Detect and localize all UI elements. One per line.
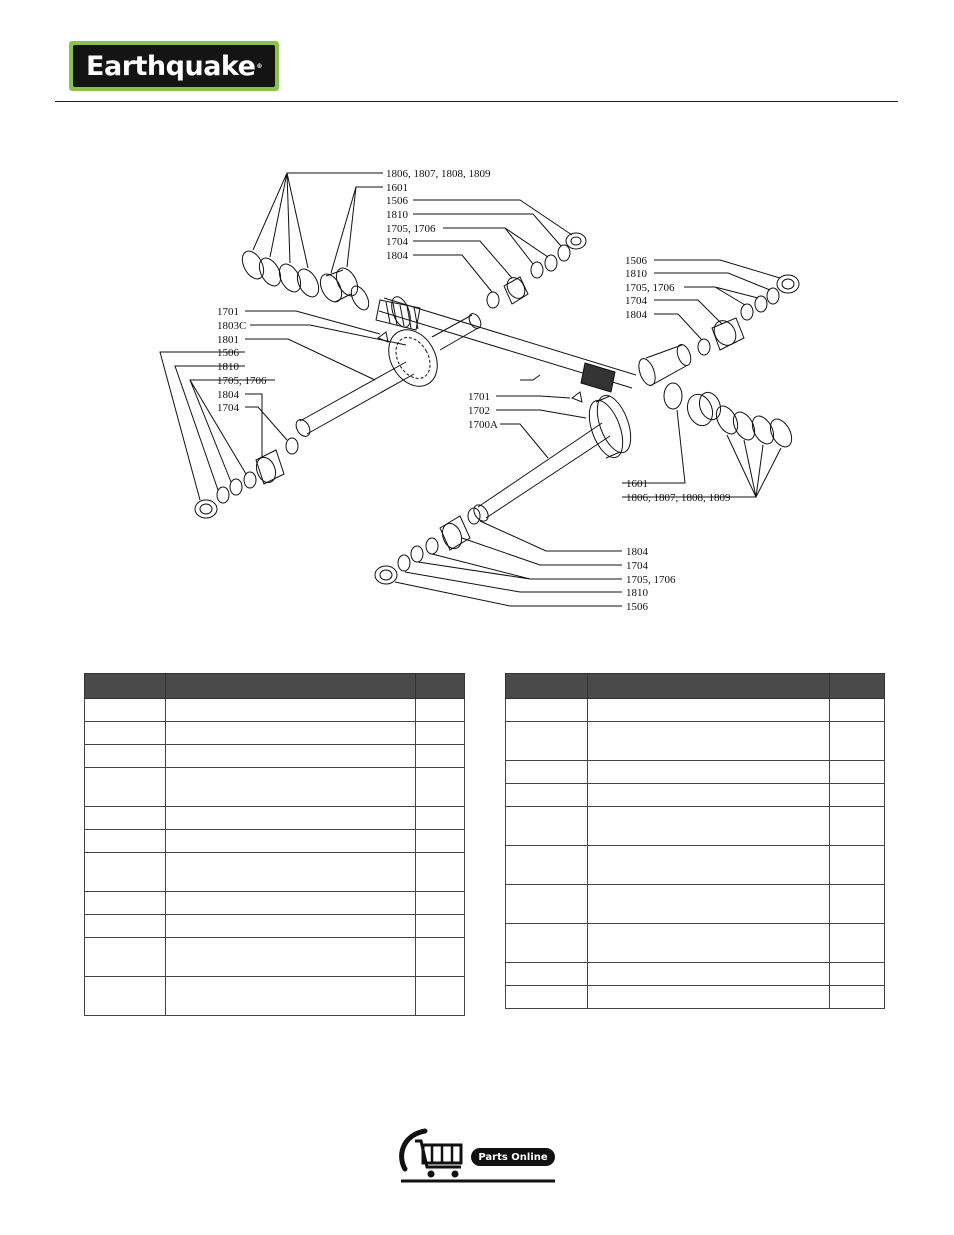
callout-d2: 1702 [468, 405, 490, 417]
callout-a3: 1506 [386, 195, 408, 207]
callout-a6: 1704 [386, 236, 408, 248]
cell [506, 784, 588, 807]
callout-b5: 1804 [625, 309, 647, 321]
cell [416, 915, 465, 938]
cell [85, 745, 166, 768]
cell [830, 699, 885, 722]
table-row [85, 915, 465, 938]
cell [166, 830, 416, 853]
table-row [506, 986, 885, 1009]
table-row [85, 830, 465, 853]
cell [506, 846, 588, 885]
table-row [506, 846, 885, 885]
cell [85, 830, 166, 853]
callout-c2: 1803C [217, 320, 247, 332]
callout-d3: 1700A [468, 419, 498, 431]
table-row [506, 924, 885, 963]
header-divider [55, 101, 898, 102]
callout-a4: 1810 [386, 209, 408, 221]
cell [588, 699, 830, 722]
cell [506, 885, 588, 924]
cell [830, 784, 885, 807]
ring-set-upper-right-1 [487, 233, 586, 308]
table-row [506, 784, 885, 807]
cell [830, 761, 885, 784]
callout-a5: 1705, 1706 [386, 223, 436, 235]
table-row [506, 699, 885, 722]
callout-f1: 1804 [626, 546, 648, 558]
callout-a2: 1601 [386, 182, 408, 194]
cell [166, 915, 416, 938]
cell [166, 977, 416, 1016]
cell [166, 722, 416, 745]
table-row [85, 768, 465, 807]
earthquake-logo [69, 41, 279, 91]
left-output-shaft [293, 312, 483, 439]
callout-d1: 1701 [468, 391, 490, 403]
cell [166, 853, 416, 892]
callout-b4: 1704 [625, 295, 647, 307]
header-description [166, 674, 416, 699]
brand-name: Earthquake [86, 50, 256, 82]
cell [416, 745, 465, 768]
cell [588, 885, 830, 924]
cell [588, 846, 830, 885]
cell [588, 924, 830, 963]
cell [166, 807, 416, 830]
cell [416, 768, 465, 807]
cell [416, 938, 465, 977]
cell [166, 699, 416, 722]
exploded-parts-diagram [0, 140, 954, 620]
header-qty [830, 674, 885, 699]
cell [85, 915, 166, 938]
cell [85, 977, 166, 1016]
cell [506, 963, 588, 986]
cell [588, 722, 830, 761]
trademark-mark: ® [256, 62, 262, 70]
cell [830, 963, 885, 986]
cell [166, 892, 416, 915]
cell [166, 768, 416, 807]
callout-e2: 1806, 1807, 1808, 1809 [626, 492, 731, 504]
cell [588, 784, 830, 807]
callout-c5: 1810 [217, 361, 239, 373]
table-row [85, 977, 465, 1016]
cell [506, 761, 588, 784]
table-row [506, 807, 885, 846]
cell [85, 853, 166, 892]
callout-c7: 1804 [217, 389, 239, 401]
cell [830, 807, 885, 846]
callout-a7: 1804 [386, 250, 408, 262]
table-row [506, 722, 885, 761]
parts-table-right [505, 673, 885, 1009]
cell [85, 807, 166, 830]
ring-set-lower-left [195, 438, 298, 518]
cell [85, 699, 166, 722]
callout-f4: 1810 [626, 587, 648, 599]
logo-wordmark [73, 45, 275, 87]
ring-set-bottom [375, 508, 480, 584]
cell [506, 699, 588, 722]
callout-c6: 1705, 1706 [217, 375, 267, 387]
table-row [85, 853, 465, 892]
cell [85, 938, 166, 977]
cell [830, 924, 885, 963]
callout-b2: 1810 [625, 268, 647, 280]
parts-online-badge[interactable]: Parts Online [471, 1148, 555, 1166]
cell [85, 768, 166, 807]
cell [588, 963, 830, 986]
leader-lines [160, 173, 781, 606]
header-ref [506, 674, 588, 699]
header-qty [416, 674, 465, 699]
parts-table-left [84, 673, 465, 1016]
cell [166, 745, 416, 768]
header-ref [85, 674, 166, 699]
cell [416, 892, 465, 915]
cell [588, 761, 830, 784]
table-row [506, 761, 885, 784]
callout-b1: 1506 [625, 255, 647, 267]
cell [506, 807, 588, 846]
table-header-row [85, 674, 465, 699]
callout-f2: 1704 [626, 560, 648, 572]
cell [588, 807, 830, 846]
cell [416, 853, 465, 892]
cell [506, 986, 588, 1009]
callout-c1: 1701 [217, 306, 239, 318]
callout-e1: 1601 [626, 478, 648, 490]
cell [416, 830, 465, 853]
table-row [85, 722, 465, 745]
callout-b3: 1705, 1706 [625, 282, 675, 294]
table-row [506, 963, 885, 986]
table-row [85, 892, 465, 915]
table-row [85, 938, 465, 977]
cell [830, 986, 885, 1009]
cell [506, 722, 588, 761]
callout-c4: 1506 [217, 347, 239, 359]
cell [416, 807, 465, 830]
cell [416, 722, 465, 745]
cell [830, 722, 885, 761]
table-row [85, 699, 465, 722]
callout-f5: 1506 [626, 601, 648, 613]
callout-c8: 1704 [217, 402, 239, 414]
table-header-row [506, 674, 885, 699]
cell [506, 924, 588, 963]
cell [830, 846, 885, 885]
cell [416, 699, 465, 722]
cell [830, 885, 885, 924]
callout-f3: 1705, 1706 [626, 574, 676, 586]
table-row [85, 745, 465, 768]
callout-c3: 1801 [217, 334, 239, 346]
callout-a1: 1806, 1807, 1808, 1809 [386, 168, 491, 180]
table-row [85, 807, 465, 830]
cell [588, 986, 830, 1009]
cell [416, 977, 465, 1016]
table-row [506, 885, 885, 924]
cell [166, 938, 416, 977]
header-description [588, 674, 830, 699]
cell [85, 722, 166, 745]
cell [85, 892, 166, 915]
